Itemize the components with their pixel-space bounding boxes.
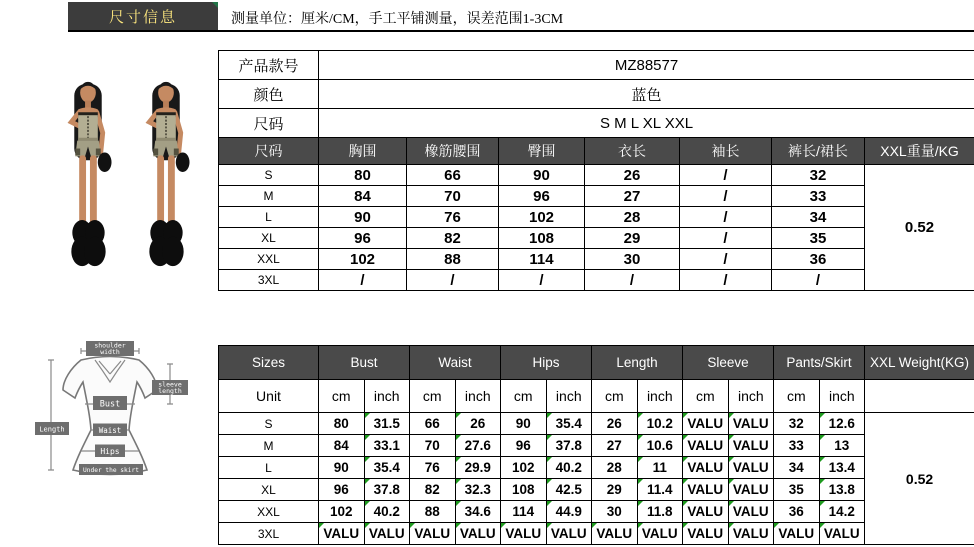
measurement-value: 32 (774, 413, 820, 435)
error-flag-icon (456, 501, 461, 506)
measurement-value: 35 (774, 479, 820, 501)
measurement-value: 13.8 (819, 479, 865, 501)
measurement-value: 102 (319, 501, 365, 523)
size-table-en (218, 345, 974, 545)
error-flag-icon (592, 523, 597, 528)
size-row (219, 207, 974, 228)
product-info-value: 蓝色 (319, 80, 974, 109)
column-header: 臀围 (499, 138, 585, 165)
measurement-value: 84 (319, 435, 365, 457)
error-flag-icon (638, 501, 643, 506)
en-header-row (219, 346, 974, 380)
bust-label: Bust (99, 399, 121, 410)
error-flag-icon (547, 435, 552, 440)
column-header: Sleeve (683, 346, 774, 380)
measurement-value: 11.8 (637, 501, 683, 523)
measurement-value: 96 (319, 228, 407, 249)
measurement-value: 76 (410, 457, 456, 479)
hips-label: Hips (100, 447, 120, 456)
shoulder-width-label: shoulder (94, 341, 126, 350)
model-figure (149, 82, 189, 266)
measurement-value: VALU (683, 413, 729, 435)
measurement-value: 84 (319, 186, 407, 207)
size-label: XL (219, 228, 319, 249)
measurement-value: VALU (546, 523, 592, 545)
unit-cell: inch (364, 380, 410, 413)
measurement-value: / (407, 270, 499, 291)
measurement-value: 82 (410, 479, 456, 501)
measurement-value: 11 (637, 457, 683, 479)
error-flag-icon (820, 413, 825, 418)
error-flag-icon (683, 501, 688, 506)
measurement-value: 66 (407, 165, 499, 186)
size-label: M (219, 186, 319, 207)
error-flag-icon (638, 457, 643, 462)
xxl-weight-value: 0.52 (865, 165, 974, 291)
measurement-value: VALU (728, 457, 774, 479)
measurement-value: / (772, 270, 865, 291)
error-flag-icon (820, 435, 825, 440)
unit-cell: cm (683, 380, 729, 413)
size-label: 3XL (219, 270, 319, 291)
error-flag-icon (820, 501, 825, 506)
measurement-value: 13.4 (819, 457, 865, 479)
column-header: Pants/Skirt (774, 346, 865, 380)
error-flag-icon (501, 523, 506, 528)
measurement-value: VALU (683, 435, 729, 457)
error-flag-icon (774, 523, 779, 528)
error-flag-icon (683, 413, 688, 418)
error-flag-icon (547, 479, 552, 484)
measurement-value: 76 (407, 207, 499, 228)
size-row (219, 165, 974, 186)
size-label: S (219, 165, 319, 186)
column-header: 衣长 (585, 138, 680, 165)
product-info-row (219, 109, 974, 138)
error-flag-icon (820, 523, 825, 528)
error-flag-icon (365, 413, 370, 418)
measurement-value: 28 (592, 457, 638, 479)
size-label: XXL (219, 249, 319, 270)
measurement-value: VALU (364, 523, 410, 545)
measurement-value: 13 (819, 435, 865, 457)
size-label: XL (219, 479, 319, 501)
column-header: Waist (410, 346, 501, 380)
unit-cell: inch (819, 380, 865, 413)
measurement-value: 31.5 (364, 413, 410, 435)
product-info-value: S M L XL XXL (319, 109, 974, 138)
size-table-cn (218, 50, 974, 291)
product-info-row (219, 51, 974, 80)
length-measure-line (48, 360, 54, 470)
measurement-value: 34 (774, 457, 820, 479)
error-flag-icon (729, 435, 734, 440)
measurement-value: VALU (728, 523, 774, 545)
measurement-value: VALU (319, 523, 365, 545)
length-label: Length (39, 425, 65, 434)
excel-flag-icon (212, 2, 218, 8)
measurement-value: 90 (319, 207, 407, 228)
unit-weight-cell (865, 380, 974, 413)
measurement-value: 34.6 (455, 501, 501, 523)
measurement-value: 34 (772, 207, 865, 228)
error-flag-icon (456, 457, 461, 462)
size-row (219, 479, 974, 501)
error-flag-icon (683, 523, 688, 528)
size-row (219, 228, 974, 249)
measurement-value: 10.6 (637, 435, 683, 457)
measurement-value: 114 (501, 501, 547, 523)
measurement-value: VALU (501, 523, 547, 545)
unit-cell: inch (637, 380, 683, 413)
measurement-value: 42.5 (546, 479, 592, 501)
size-row (219, 523, 974, 545)
error-flag-icon (456, 523, 461, 528)
measurement-value: 70 (407, 186, 499, 207)
column-header: Bust (319, 346, 410, 380)
model-photo-left (48, 76, 128, 272)
measurement-value: VALU (592, 523, 638, 545)
error-flag-icon (729, 457, 734, 462)
column-header: Hips (501, 346, 592, 380)
measurement-value: 96 (501, 435, 547, 457)
measurement-value: 37.8 (364, 479, 410, 501)
error-flag-icon (729, 501, 734, 506)
measurement-value: 37.8 (546, 435, 592, 457)
error-flag-icon (820, 457, 825, 462)
measurement-value: VALU (683, 457, 729, 479)
measurement-value: VALU (410, 523, 456, 545)
garment-diagram (33, 338, 191, 488)
measurement-value: 108 (499, 228, 585, 249)
measurement-value: VALU (728, 479, 774, 501)
error-flag-icon (547, 413, 552, 418)
measurement-value: 30 (592, 501, 638, 523)
measurement-value: 82 (407, 228, 499, 249)
measurement-value: 90 (501, 413, 547, 435)
product-info-value: MZ88577 (319, 51, 974, 80)
error-flag-icon (547, 501, 552, 506)
column-header: Sizes (219, 346, 319, 380)
size-label: 3XL (219, 523, 319, 545)
measurement-value: 66 (410, 413, 456, 435)
error-flag-icon (547, 457, 552, 462)
measurement-value: 102 (501, 457, 547, 479)
measurement-value: 102 (319, 249, 407, 270)
measurement-value: 35.4 (546, 413, 592, 435)
error-flag-icon (683, 435, 688, 440)
measurement-value: VALU (683, 523, 729, 545)
measurement-value: / (680, 186, 772, 207)
product-info-label: 颜色 (219, 80, 319, 109)
measurement-value: 90 (499, 165, 585, 186)
unit-row (219, 380, 974, 413)
measurement-value: 29 (585, 228, 680, 249)
size-row (219, 413, 974, 435)
measurement-value: 36 (774, 501, 820, 523)
measurement-value: 88 (407, 249, 499, 270)
measurement-value: 36 (772, 249, 865, 270)
unit-cell: cm (410, 380, 456, 413)
measurement-value: 33 (774, 435, 820, 457)
measurement-value: 108 (501, 479, 547, 501)
column-header: XXL Weight(KG) (865, 346, 974, 380)
divider (68, 30, 974, 32)
measurement-value: 14.2 (819, 501, 865, 523)
unit-cell: inch (455, 380, 501, 413)
measurement-value: 35 (772, 228, 865, 249)
measurement-value: / (680, 228, 772, 249)
unit-cell: cm (319, 380, 365, 413)
measurement-value: 29 (592, 479, 638, 501)
measurement-value: 32 (772, 165, 865, 186)
model-photo-right (126, 76, 206, 272)
measurement-value: 102 (499, 207, 585, 228)
measurement-value: VALU (683, 479, 729, 501)
measurement-value: / (680, 165, 772, 186)
measurement-value: 26 (455, 413, 501, 435)
error-flag-icon (319, 523, 324, 528)
error-flag-icon (729, 523, 734, 528)
sleeve-length-label: sleeve (158, 380, 182, 389)
measurement-value: 88 (410, 501, 456, 523)
error-flag-icon (638, 413, 643, 418)
error-flag-icon (365, 501, 370, 506)
measurement-value: 10.2 (637, 413, 683, 435)
measurement-value: 11.4 (637, 479, 683, 501)
measurement-value: 33.1 (364, 435, 410, 457)
error-flag-icon (638, 523, 643, 528)
size-row (219, 186, 974, 207)
measurement-value: 27.6 (455, 435, 501, 457)
xxl-weight-value: 0.52 (865, 413, 974, 545)
error-flag-icon (365, 435, 370, 440)
error-flag-icon (638, 435, 643, 440)
column-header: 尺码 (219, 138, 319, 165)
measurement-value: / (680, 270, 772, 291)
error-flag-icon (638, 479, 643, 484)
measurement-value: / (680, 249, 772, 270)
measurement-note: 测量单位：厘米/CM，手工平铺测量，误差范围1-3CM (231, 12, 564, 27)
error-flag-icon (456, 413, 461, 418)
column-header: 橡筋腰围 (407, 138, 499, 165)
measurement-value: VALU (728, 501, 774, 523)
measurement-value: VALU (683, 501, 729, 523)
unit-cell: cm (501, 380, 547, 413)
unit-label: Unit (219, 380, 319, 413)
error-flag-icon (365, 457, 370, 462)
measurement-value: 90 (319, 457, 365, 479)
size-row (219, 457, 974, 479)
under-skirt-label: Under the skirt (83, 467, 139, 474)
measurement-value: VALU (728, 413, 774, 435)
measurement-value: 80 (319, 165, 407, 186)
measurement-value: / (319, 270, 407, 291)
measurement-value: / (680, 207, 772, 228)
error-flag-icon (365, 523, 370, 528)
measurement-value: 26 (592, 413, 638, 435)
measurement-value: 96 (319, 479, 365, 501)
measurement-value: 32.3 (455, 479, 501, 501)
measurement-value: 29.9 (455, 457, 501, 479)
product-info-label: 尺码 (219, 109, 319, 138)
measurement-value: 35.4 (364, 457, 410, 479)
measurement-value: 26 (585, 165, 680, 186)
measurement-value: 30 (585, 249, 680, 270)
size-row (219, 249, 974, 270)
cn-header-row (219, 138, 974, 165)
size-label: XXL (219, 501, 319, 523)
measurement-value: 40.2 (546, 457, 592, 479)
measurement-value: 28 (585, 207, 680, 228)
measurement-value: 80 (319, 413, 365, 435)
column-header: 袖长 (680, 138, 772, 165)
error-flag-icon (729, 413, 734, 418)
measurement-value: 27 (592, 435, 638, 457)
measurement-value: VALU (819, 523, 865, 545)
model-figure (71, 82, 111, 266)
error-flag-icon (820, 479, 825, 484)
measurement-value: 27 (585, 186, 680, 207)
error-flag-icon (683, 479, 688, 484)
measurement-value: VALU (637, 523, 683, 545)
size-row (219, 435, 974, 457)
product-info-label: 产品款号 (219, 51, 319, 80)
title-box (68, 2, 218, 30)
column-header: Length (592, 346, 683, 380)
column-header: 裤长/裙长 (772, 138, 865, 165)
measurement-value: 40.2 (364, 501, 410, 523)
unit-cell: inch (546, 380, 592, 413)
column-header: 胸围 (319, 138, 407, 165)
measurement-value: / (585, 270, 680, 291)
error-flag-icon (547, 523, 552, 528)
measurement-value: 12.6 (819, 413, 865, 435)
measurement-value: VALU (774, 523, 820, 545)
size-label: S (219, 413, 319, 435)
error-flag-icon (456, 479, 461, 484)
size-row (219, 270, 974, 291)
unit-cell: cm (592, 380, 638, 413)
error-flag-icon (683, 457, 688, 462)
column-header: XXL重量/KG (865, 138, 974, 165)
measurement-value: / (499, 270, 585, 291)
page-title: 尺寸信息 (108, 8, 177, 26)
measurement-value: VALU (455, 523, 501, 545)
error-flag-icon (365, 479, 370, 484)
sleeve-length-label2: length (158, 387, 182, 395)
measurement-value: 96 (499, 186, 585, 207)
waist-label: Waist (98, 426, 122, 435)
size-label: L (219, 457, 319, 479)
unit-cell: inch (728, 380, 774, 413)
size-label: M (219, 435, 319, 457)
measurement-value: 44.9 (546, 501, 592, 523)
product-info-row (219, 80, 974, 109)
measurement-value: 70 (410, 435, 456, 457)
measurement-value: VALU (728, 435, 774, 457)
size-row (219, 501, 974, 523)
shoulder-width-label2: width (100, 348, 120, 356)
measurement-value: 33 (772, 186, 865, 207)
measurement-value: 114 (499, 249, 585, 270)
error-flag-icon (410, 523, 415, 528)
unit-cell: cm (774, 380, 820, 413)
size-label: L (219, 207, 319, 228)
error-flag-icon (456, 435, 461, 440)
error-flag-icon (729, 479, 734, 484)
